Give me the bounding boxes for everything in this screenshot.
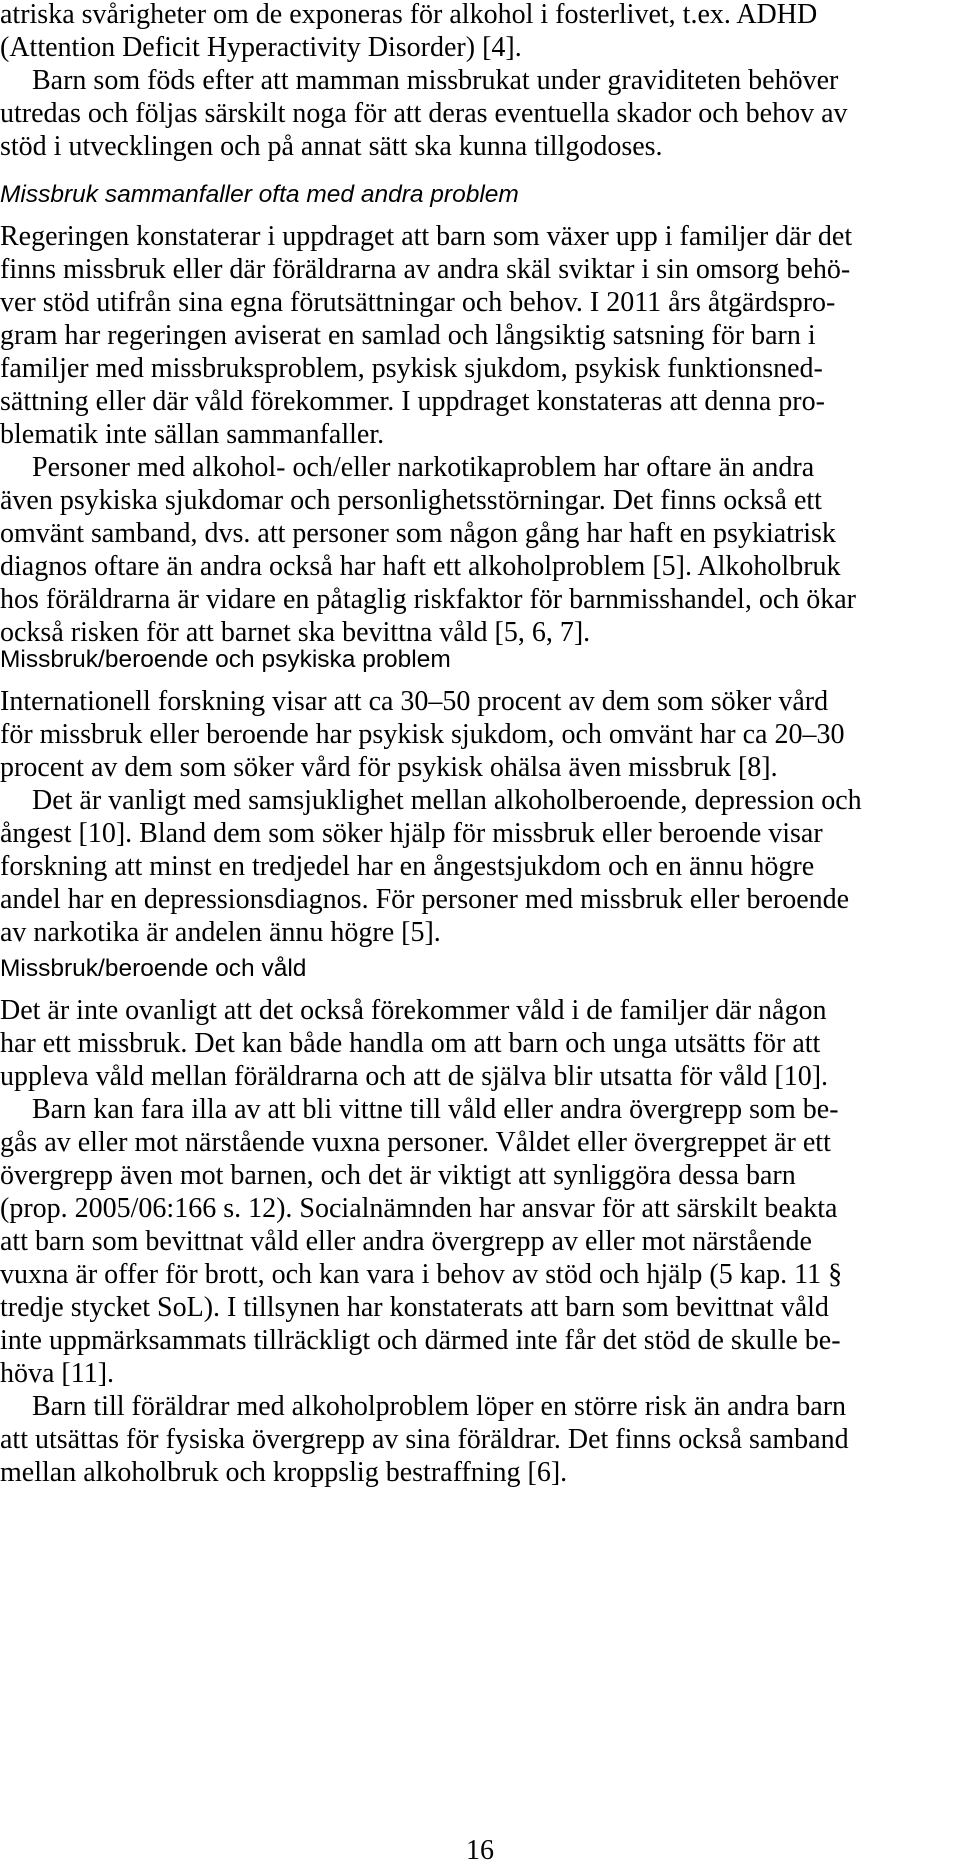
- text-line: diagnos oftare än andra också har haft ett alkoholproblem [5]. Alkoholbruk: [0, 551, 841, 582]
- page-number: 16: [466, 1835, 494, 1866]
- section-heading: Missbruk/beroende och psykiska problem: [0, 646, 451, 673]
- text-line: gås av eller mot närstående vuxna personer. Våldet eller övergreppet är ett: [0, 1127, 831, 1158]
- text-line: Det är inte ovanligt att det också förekommer våld i de familjer där någon: [0, 995, 827, 1026]
- text-line: ver stöd utifrån sina egna förutsättningar och behov. I 2011 års åtgärdspro-: [0, 287, 836, 318]
- text-line: stöd i utvecklingen och på annat sätt ska kunna tillgodoses.: [0, 131, 663, 162]
- text-line: mellan alkoholbruk och kroppslig bestraffning [6].: [0, 1457, 568, 1488]
- section-heading: Missbruk/beroende och våld: [0, 955, 307, 982]
- text-line: också risken för att barnet ska bevittna våld [5, 6, 7].: [0, 617, 591, 648]
- text-line: att utsättas för fysiska övergrepp av sina föräldrar. Det finns också samband: [0, 1424, 849, 1455]
- text-line: Regeringen konstaterar i uppdraget att barn som växer upp i familjer där det: [0, 221, 853, 252]
- text-line: procent av dem som söker vård för psykisk ohälsa även missbruk [8].: [0, 752, 778, 783]
- text-line: att barn som bevittnat våld eller andra övergrepp av eller mot närstående: [0, 1226, 812, 1257]
- text-line: (Attention Deficit Hyperactivity Disorder) [4].: [0, 32, 522, 63]
- text-line: har ett missbruk. Det kan både handla om att barn och unga utsätts för att: [0, 1028, 821, 1059]
- text-line: blematik inte sällan sammanfaller.: [0, 419, 385, 450]
- text-line: hos föräldrarna är vidare en påtaglig riskfaktor för barnmisshandel, och ökar: [0, 584, 857, 615]
- text-line: sättning eller där våld förekommer. I uppdraget konstateras att denna pro-: [0, 386, 825, 417]
- text-line: övergrepp även mot barnen, och det är viktigt att synliggöra dessa barn: [0, 1160, 796, 1191]
- text-line: ångest [10]. Bland dem som söker hjälp för missbruk eller beroende visar: [0, 818, 823, 849]
- text-line: familjer med missbruksproblem, psykisk sjukdom, psykisk funktionsned-: [0, 353, 823, 384]
- text-line: Barn till föräldrar med alkoholproblem löper en större risk än andra barn: [32, 1391, 847, 1422]
- text-line: av narkotika är andelen ännu högre [5].: [0, 917, 441, 948]
- text-line: omvänt samband, dvs. att personer som någon gång har haft en psykiatrisk: [0, 518, 836, 549]
- text-line: Barn kan fara illa av att bli vittne till våld eller andra övergrepp som be-: [32, 1094, 839, 1125]
- text-line: atriska svårigheter om de exponeras för alkohol i fosterlivet, t.ex. ADHD: [0, 0, 818, 30]
- text-line: Det är vanligt med samsjuklighet mellan alkoholberoende, depression och: [32, 785, 862, 816]
- text-line: inte uppmärksammats tillräckligt och därmed inte får det stöd de skulle be-: [0, 1325, 841, 1356]
- text-line: gram har regeringen aviserat en samlad och långsiktig satsning för barn i: [0, 320, 816, 351]
- text-line: höva [11].: [0, 1358, 115, 1389]
- text-line: tredje stycket SoL). I tillsynen har konstaterats att barn som bevittnat våld: [0, 1292, 829, 1323]
- text-line: Internationell forskning visar att ca 30–50 procent av dem som söker vård: [0, 686, 829, 717]
- text-line: vuxna är offer för brott, och kan vara i behov av stöd och hjälp (5 kap. 11 §: [0, 1259, 843, 1290]
- text-line: Barn som föds efter att mamman missbrukat under graviditeten behöver: [32, 65, 839, 96]
- text-line: (prop. 2005/06:166 s. 12). Socialnämnden har ansvar för att särskilt beakta: [0, 1193, 838, 1224]
- text-line: Personer med alkohol- och/eller narkotikaproblem har oftare än andra: [32, 452, 815, 483]
- section-heading: Missbruk sammanfaller ofta med andra problem: [0, 181, 519, 208]
- text-line: finns missbruk eller där föräldrarna av andra skäl sviktar i sin omsorg behö-: [0, 254, 851, 285]
- text-line: utredas och följas särskilt noga för att deras eventuella skador och behov av: [0, 98, 848, 129]
- text-line: för missbruk eller beroende har psykisk sjukdom, och omvänt har ca 20–30: [0, 719, 845, 750]
- text-line: andel har en depressionsdiagnos. För personer med missbruk eller beroende: [0, 884, 850, 915]
- text-line: uppleva våld mellan föräldrarna och att de själva blir utsatta för våld [10].: [0, 1061, 829, 1092]
- text-line: även psykiska sjukdomar och personlighetsstörningar. Det finns också ett: [0, 485, 822, 516]
- text-line: forskning att minst en tredjedel har en ångestsjukdom och en ännu högre: [0, 851, 815, 882]
